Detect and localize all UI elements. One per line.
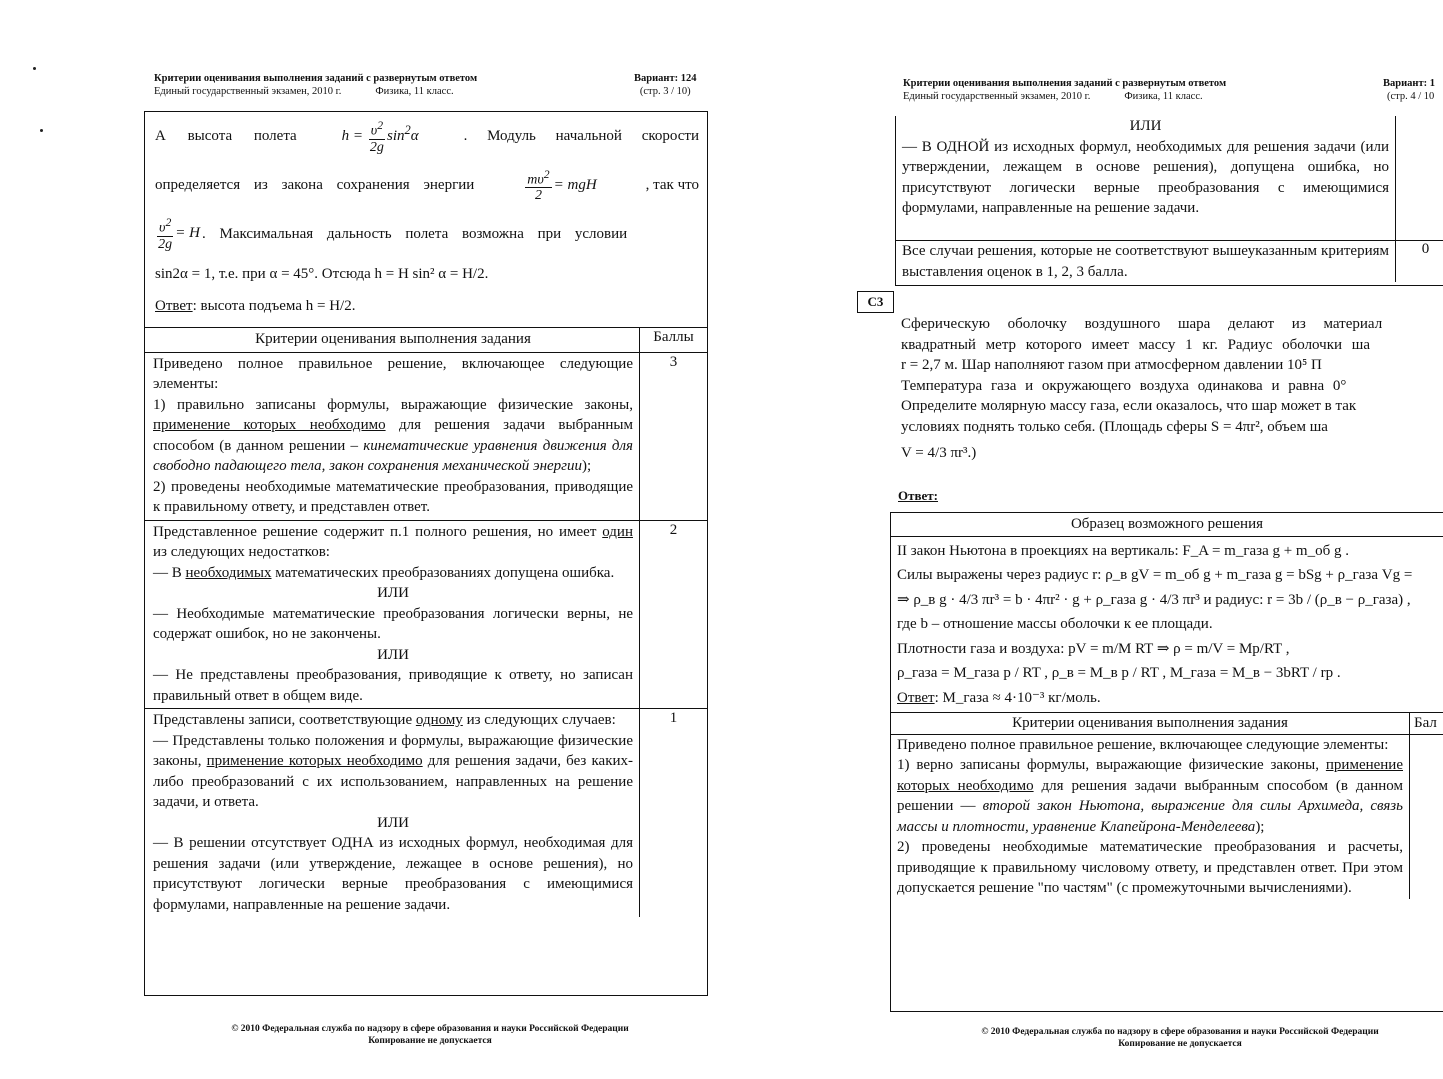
- criteria-row: [145, 520, 707, 709]
- or-separator: ИЛИ: [377, 585, 409, 601]
- problem-line: Определите молярную массу газа, если оказалось, что шар может в так: [901, 398, 1357, 414]
- solution-line: Силы выражены через радиус r: ρ_в gV = m_об g + m_газа g = bSg + ρ_газа Vg =: [897, 567, 1413, 583]
- criteria-text: — В необходимых математических преобразованиях допущена ошибка.: [153, 564, 615, 581]
- criteria-text: — В решении отсутствует ОДНА из исходных формул, необходимая для решения задачи (или утверждение, лежащее в основе решения), но присутствуют логически верные преобразования с имеющимися формулами, направленные на решение задачи.: [153, 835, 633, 913]
- answer-label: Ответ:: [898, 488, 939, 503]
- criteria-row: [145, 352, 707, 520]
- solution-line: ⇒ ρ_в g · 4/3 πr³ = b · 4πr² · g + ρ_газа g · 4/3 πr³ и радиус: r = 3b / (ρ_в − ρ_газа) ,: [897, 591, 1411, 608]
- page-footer: [180, 1023, 680, 1047]
- score-value: 0: [1395, 241, 1443, 282]
- formula-h: $\frac{\upsilon^2}{2g}$ = H: [158, 216, 200, 252]
- solution-text: А высота полета: [155, 128, 297, 145]
- page-number: (стр. 4 / 10: [1387, 91, 1435, 102]
- criteria-row: [145, 708, 707, 917]
- sample-solution: [891, 537, 1443, 713]
- solution-line: Плотности газа и воздуха: pV = m/M RT ⇒ ρ = m/V = Mp/RT ,: [897, 640, 1290, 657]
- solution-text: . Модуль начальной скорости: [463, 128, 699, 145]
- solution-line: II закон Ньютона в проекциях на вертикаль: F_A = m_газа g + m_об g .: [897, 542, 1349, 559]
- solution-text: , так что: [645, 176, 699, 193]
- variant-box: [1383, 77, 1435, 103]
- problem-line: условиях поднять только себя. (Площадь сферы S = 4πr², объем ша: [901, 418, 1328, 435]
- sample-solution-table: [890, 512, 1443, 1012]
- criteria-text: — Необходимые математические преобразования логически верны, не содержат ошибок, но не закончены.: [153, 605, 633, 642]
- problem-line: V = 4/3 πr³.): [901, 445, 977, 461]
- solution-text: sin2α = 1, т.е. при α = 45°. Отсюда h = H sin² α = H/2.: [155, 265, 489, 282]
- page-header: [154, 72, 564, 98]
- criteria-text: 1) правильно записаны формулы, выражающие физические законы, применение которых необходимо для решения задачи выбранным способом (в данном решении – кинематические уравнения движения для свободно падающего тела, закон сохранения механической энергии);: [153, 396, 633, 474]
- answer-text: : высота подъема h = H/2.: [192, 297, 356, 314]
- solution-line: где b – отношение массы оболочки к ее площади.: [897, 616, 1213, 632]
- criteria-text: 2) проведены необходимые математические преобразования, приводящие к правильному ответу, и представлен ответ.: [153, 478, 633, 515]
- solution-text: определяется из закона сохранения энергии: [155, 176, 475, 193]
- footer-copyright: © 2010 Федеральная служба по надзору в сфере образования и науки Российской Федерации: [231, 1024, 629, 1034]
- footer-note: Копирование не допускается: [1118, 1039, 1242, 1049]
- footer-note: Копирование не допускается: [368, 1036, 492, 1046]
- criteria-text: 1) верно записаны формулы, выражающие физические законы, применение которых необходимо для решения задачи выбранным способом (в данном решении — второй закон Ньютона, выражение для силы Архимеда, связь массы и плотности, уравнение Клапейрона-Менделеева);: [897, 757, 1403, 835]
- continuation-table: [895, 116, 1443, 286]
- answer-label: Ответ: [155, 297, 193, 314]
- header-exam: Единый государственный экзамен, 2010 г.: [154, 86, 342, 97]
- header-title: Критерии оценивания выполнения заданий с развернутым ответом: [903, 78, 1227, 89]
- header-subject: Физика, 11 класс.: [1124, 91, 1203, 102]
- criteria-text: Приведено полное правильное решение, включающее следующие элементы:: [153, 355, 633, 392]
- solution-block: [145, 112, 707, 327]
- criteria-text: Приведено полное правильное решение, включающее следующие элементы:: [897, 736, 1389, 753]
- criteria-text: Представлены записи, соответствующие одному из следующих случаев:: [153, 712, 616, 728]
- criteria-title: Критерии оценивания выполнения задания: [1012, 715, 1288, 731]
- solution-line: ρ_газа = M_газа p / RT , ρ_в = M_в p / RT , M_газа = M_в − 3bRT / rp .: [897, 665, 1341, 681]
- answer-text: : M_газа ≈ 4·10⁻³ кг/моль.: [934, 689, 1101, 706]
- criteria-text: — Не представлены преобразования, приводящие к ответу, но записан правильный ответ в общем виде.: [153, 667, 633, 704]
- variant-box: [634, 72, 696, 98]
- criteria-header-row: [891, 712, 1443, 734]
- variant-number: Вариант: 1: [1383, 78, 1435, 89]
- scan-dot: [33, 67, 36, 70]
- criteria-row: [891, 734, 1443, 899]
- or-separator: ИЛИ: [377, 646, 409, 663]
- formula-energy: $\frac{m\upsilon^2}{2}$ = mgH: [527, 167, 597, 204]
- criteria-text: — Представлены только положения и формулы, выражающие физические законы, применение которых необходимо для решения задачи, без каких-либо преобразований с их использованием, направленных на решение задачи, и ответа.: [153, 732, 633, 810]
- problem-line: квадратный метр которого имеет массу 1 кг. Радиус оболочки ша: [901, 336, 1370, 353]
- criteria-text: Все случаи решения, которые не соответствуют вышеуказанным критериям выставления оценок в 1, 2, 3 балла.: [902, 243, 1389, 280]
- criteria-text: Представленное решение содержит п.1 полного решения, но имеет один из следующих недостатков:: [153, 523, 633, 560]
- header-title: Критерии оценивания выполнения заданий с развернутым ответом: [154, 73, 478, 84]
- scan-dot: [40, 129, 43, 132]
- page-number: (стр. 3 / 10): [639, 86, 691, 97]
- answer-label: Ответ: [897, 689, 935, 706]
- score-value: 3: [639, 353, 707, 520]
- problem-statement: [901, 314, 1443, 464]
- header-exam: Единый государственный экзамен, 2010 г.: [903, 91, 1091, 102]
- sample-title: Образец возможного решения: [891, 513, 1443, 537]
- score-value: 1: [639, 709, 707, 917]
- criteria-text: — В ОДНОЙ из исходных формул, необходимых для решения задачи (или утверждении, лежащем в основе решения), допущена ошибка, но присутствуют логически верные преобразования с имеющимися формулами, направленные на решение задачи.: [902, 138, 1389, 216]
- score-value: 2: [639, 521, 707, 709]
- header-subject: Физика, 11 класс.: [375, 86, 454, 97]
- score-header: Бал: [1409, 713, 1443, 734]
- criteria-table: [144, 111, 708, 996]
- solution-text: . Максимальная дальность полета возможна при условии: [201, 225, 628, 242]
- page-header: [903, 77, 1323, 103]
- task-label: С3: [857, 291, 894, 313]
- problem-line: Температура газа и окружающего воздуха одинакова и равна 0°: [901, 377, 1347, 394]
- criteria-text: 2) проведены необходимые математические преобразования и расчеты, приводящие к правильному числовому ответу, и представлен ответ. При этом допускается решение "по частям" (с промежуточными вычислениями).: [897, 839, 1403, 896]
- variant-number: Вариант: 124: [634, 73, 697, 84]
- problem-line: r = 2,7 м. Шар наполняют газом при атмосферном давлении 10⁵ П: [901, 357, 1322, 373]
- or-separator: ИЛИ: [1129, 118, 1162, 134]
- score-header: Баллы: [639, 328, 707, 352]
- problem-line: Сферическую оболочку воздушного шара делают из материал: [901, 316, 1383, 332]
- footer-copyright: © 2010 Федеральная служба по надзору в сфере образования и науки Российской Федерации: [981, 1027, 1379, 1037]
- criteria-title: Критерии оценивания выполнения задания: [255, 331, 531, 347]
- or-separator: ИЛИ: [377, 814, 409, 831]
- formula-height: h = $\frac{\upsilon^2}{2g}$ $\sin^2\alpha$: [341, 119, 419, 155]
- criteria-header-row: [145, 327, 707, 352]
- page-footer: [940, 1026, 1420, 1050]
